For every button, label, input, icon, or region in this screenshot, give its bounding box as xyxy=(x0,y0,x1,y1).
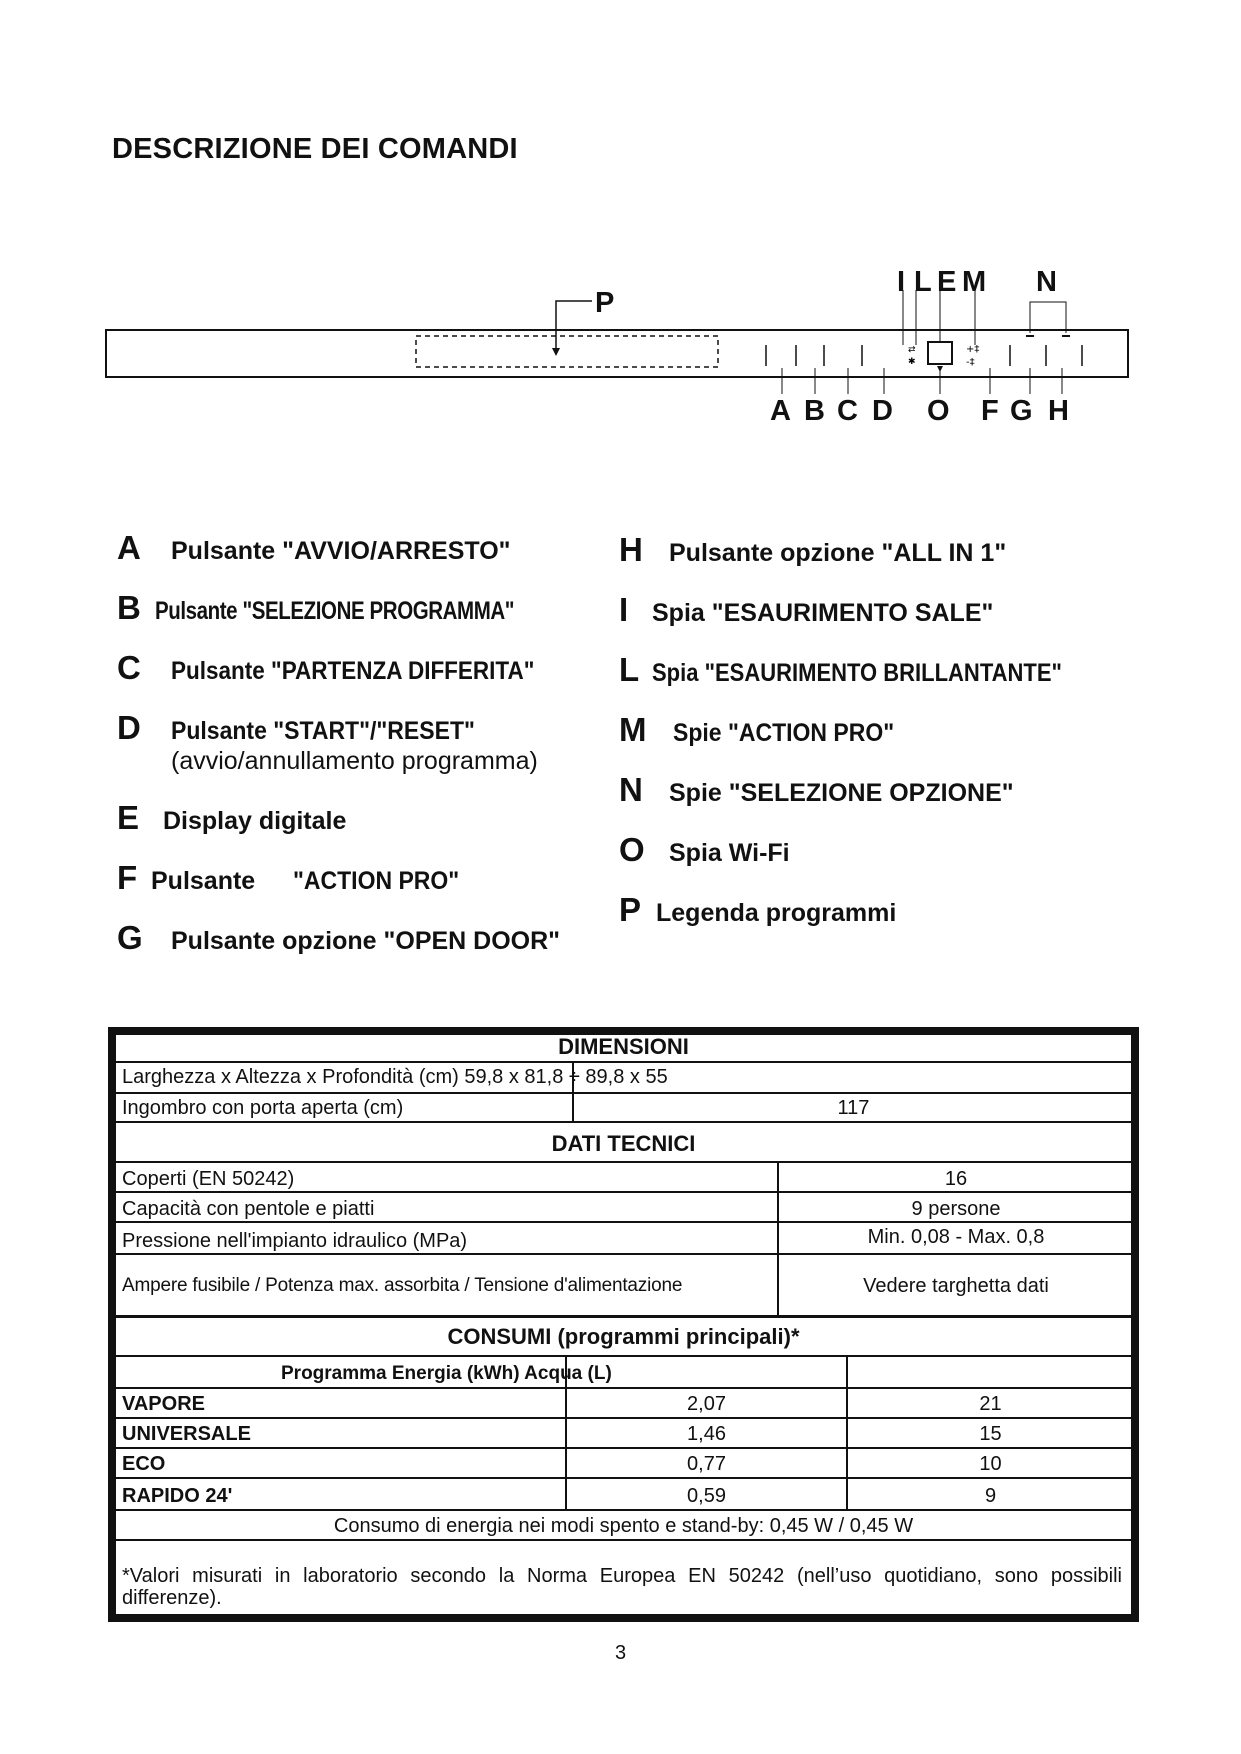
legend-item-f xyxy=(117,859,474,897)
p-pointer-arrow xyxy=(552,348,560,356)
diagram-label-b: B xyxy=(804,395,825,427)
legend-letter: F xyxy=(117,859,138,896)
legend-letter: A xyxy=(117,529,141,566)
diagram-label-h: H xyxy=(1048,395,1069,427)
legend-item-a xyxy=(117,529,511,567)
legend-item-o xyxy=(619,831,790,869)
page-title: DESCRIZIONE DEI COMANDI xyxy=(112,133,518,165)
row-divider xyxy=(114,1355,1133,1357)
legend-letter: L xyxy=(619,651,640,688)
spec-value: Min. 0,08 - Max. 0,8 xyxy=(867,1226,1045,1248)
diagram-label-a: A xyxy=(770,395,791,427)
row-divider xyxy=(114,1539,1133,1541)
program-name: UNIVERSALE xyxy=(122,1423,251,1445)
legend-text: Pulsante "AVVIO/ARRESTO" xyxy=(171,537,511,565)
rinse-aid-indicator-icon: ✱ xyxy=(908,357,916,367)
row-divider xyxy=(114,1121,1133,1123)
legend-text: Pulsante xyxy=(151,867,256,895)
section-heading-dimensioni: DIMENSIONI xyxy=(558,1034,689,1059)
program-name: RAPIDO 24' xyxy=(122,1485,233,1507)
spec-label: Capacità con pentole e piatti xyxy=(122,1198,375,1220)
program-water: 9 xyxy=(984,1485,997,1507)
row-divider xyxy=(114,1253,1133,1255)
program-energy: 0,59 xyxy=(687,1485,726,1507)
program-legend-area xyxy=(416,336,718,367)
diagram-label-d: D xyxy=(872,395,893,427)
legend-text: Legenda programmi xyxy=(656,899,897,927)
section-heading-dati-tecnici: DATI TECNICI xyxy=(551,1131,696,1156)
legend-letter: E xyxy=(117,799,140,836)
spec-value: 9 persone xyxy=(911,1198,1001,1220)
row-divider xyxy=(114,1092,1133,1094)
legend-text: "ACTION PRO" xyxy=(293,867,460,895)
program-water: 10 xyxy=(979,1453,1002,1475)
control-panel-diagram xyxy=(0,0,1241,440)
legend-text: Spie "ACTION PRO" xyxy=(673,719,895,747)
spec-value: 16 xyxy=(944,1168,968,1190)
p-pointer-line xyxy=(556,301,592,352)
measurement-note: *Valori misurati in laboratorio secondo la Norma Europea EN 50242 (nell’uso quotidiano, sono possibili differenze). xyxy=(122,1565,1122,1609)
legend-letter: P xyxy=(619,891,642,928)
page-number: 3 xyxy=(614,1642,627,1664)
consumption-header-row: Programma Energia (kWh) Acqua (L) xyxy=(281,1363,612,1384)
control-panel-drawing xyxy=(0,0,1241,440)
spec-label: Coperti (EN 50242) xyxy=(122,1168,295,1190)
diagram-label-i: I xyxy=(897,266,906,298)
row-divider xyxy=(114,1161,1133,1163)
legend-item-c xyxy=(117,649,575,687)
legend-item-h xyxy=(619,531,1006,569)
dimension-label: Ingombro con porta aperta (cm) xyxy=(122,1097,404,1119)
program-energy: 1,46 xyxy=(687,1423,726,1445)
legend-letter: M xyxy=(619,711,647,748)
legend-item-e xyxy=(117,799,346,837)
section-heading-consumi: CONSUMI (programmi principali)* xyxy=(447,1324,800,1349)
row-divider xyxy=(114,1191,1133,1193)
row-divider xyxy=(114,1387,1133,1389)
row-divider xyxy=(114,1061,1133,1063)
legend-text: Display digitale xyxy=(163,807,347,835)
row-divider xyxy=(114,1477,1133,1479)
legend-letter: H xyxy=(619,531,643,568)
legend-item-n xyxy=(619,771,1014,809)
legend-text: Pulsante "SELEZIONE PROGRAMMA" xyxy=(155,597,515,625)
program-energy: 0,77 xyxy=(687,1453,726,1475)
diagram-label-p: P xyxy=(595,287,615,319)
legend-text: Pulsante "PARTENZA DIFFERITA" xyxy=(171,657,535,685)
n-bracket xyxy=(1030,302,1066,333)
legend-text: Spia Wi-Fi xyxy=(669,839,790,867)
legend-text: Spia "ESAURIMENTO BRILLANTANTE" xyxy=(652,659,1062,687)
diagram-label-n: N xyxy=(1036,266,1057,298)
row-divider xyxy=(114,1509,1133,1511)
spec-label: Pressione nell'impianto idraulico (MPa) xyxy=(122,1230,468,1252)
legend-item-d xyxy=(117,709,501,747)
program-name: VAPORE xyxy=(122,1393,205,1415)
legend-subtext-d: (avvio/annullamento programma) xyxy=(171,747,538,775)
diagram-label-e: E xyxy=(937,266,957,298)
action-pro-led-plus: +‡ xyxy=(966,344,980,355)
legend-text: Pulsante opzione "OPEN DOOR" xyxy=(171,927,561,955)
legend-item-i xyxy=(619,591,993,629)
program-water: 15 xyxy=(979,1423,1002,1445)
digital-display xyxy=(928,342,952,364)
row-divider xyxy=(114,1447,1133,1449)
row-divider xyxy=(114,1221,1133,1223)
wifi-marker xyxy=(937,366,943,372)
standby-consumption: Consumo di energia nei modi spento e stand-by: 0,45 W / 0,45 W xyxy=(333,1515,914,1537)
spec-label: Ampere fusibile / Potenza max. assorbita / Tensione d'alimentazione xyxy=(122,1275,683,1296)
legend-text: Spia "ESAURIMENTO SALE" xyxy=(652,599,994,627)
dimension-label: Larghezza x Altezza x Profondità (cm) 59,8 x 81,8 ÷ 89,8 x 55 xyxy=(122,1066,668,1088)
diagram-label-g: G xyxy=(1010,395,1033,427)
program-energy: 2,07 xyxy=(687,1393,726,1415)
diagram-label-m: M xyxy=(962,266,987,298)
legend-item-p xyxy=(619,891,896,929)
legend-letter: B xyxy=(117,589,141,626)
legend-item-l xyxy=(619,651,1118,689)
diagram-label-f: F xyxy=(981,395,999,427)
diagram-label-o: O xyxy=(927,395,950,427)
legend-item-b xyxy=(117,589,593,627)
legend-item-g xyxy=(117,919,560,957)
legend-item-m xyxy=(619,711,913,749)
legend-letter: N xyxy=(619,771,643,808)
legend-text: Pulsante opzione "ALL IN 1" xyxy=(669,539,1007,567)
legend-text: Pulsante "START"/"RESET" xyxy=(171,717,475,745)
dimension-value: 117 xyxy=(837,1097,870,1119)
legend-letter: G xyxy=(117,919,143,956)
program-water: 21 xyxy=(979,1393,1002,1415)
legend-letter: O xyxy=(619,831,645,868)
row-divider xyxy=(114,1417,1133,1419)
diagram-label-l: L xyxy=(914,266,932,298)
action-pro-led-minus: -‡ xyxy=(966,357,975,368)
row-divider xyxy=(114,1315,1133,1318)
legend-letter: I xyxy=(619,591,629,628)
salt-indicator-icon: ⇄ xyxy=(908,345,916,355)
legend-letter: D xyxy=(117,709,141,746)
diagram-label-c: C xyxy=(837,395,858,427)
program-name: ECO xyxy=(122,1453,166,1475)
spec-value: Vedere targhetta dati xyxy=(863,1275,1049,1297)
legend-letter: C xyxy=(117,649,141,686)
legend-text: Spie "SELEZIONE OPZIONE" xyxy=(669,779,1014,807)
